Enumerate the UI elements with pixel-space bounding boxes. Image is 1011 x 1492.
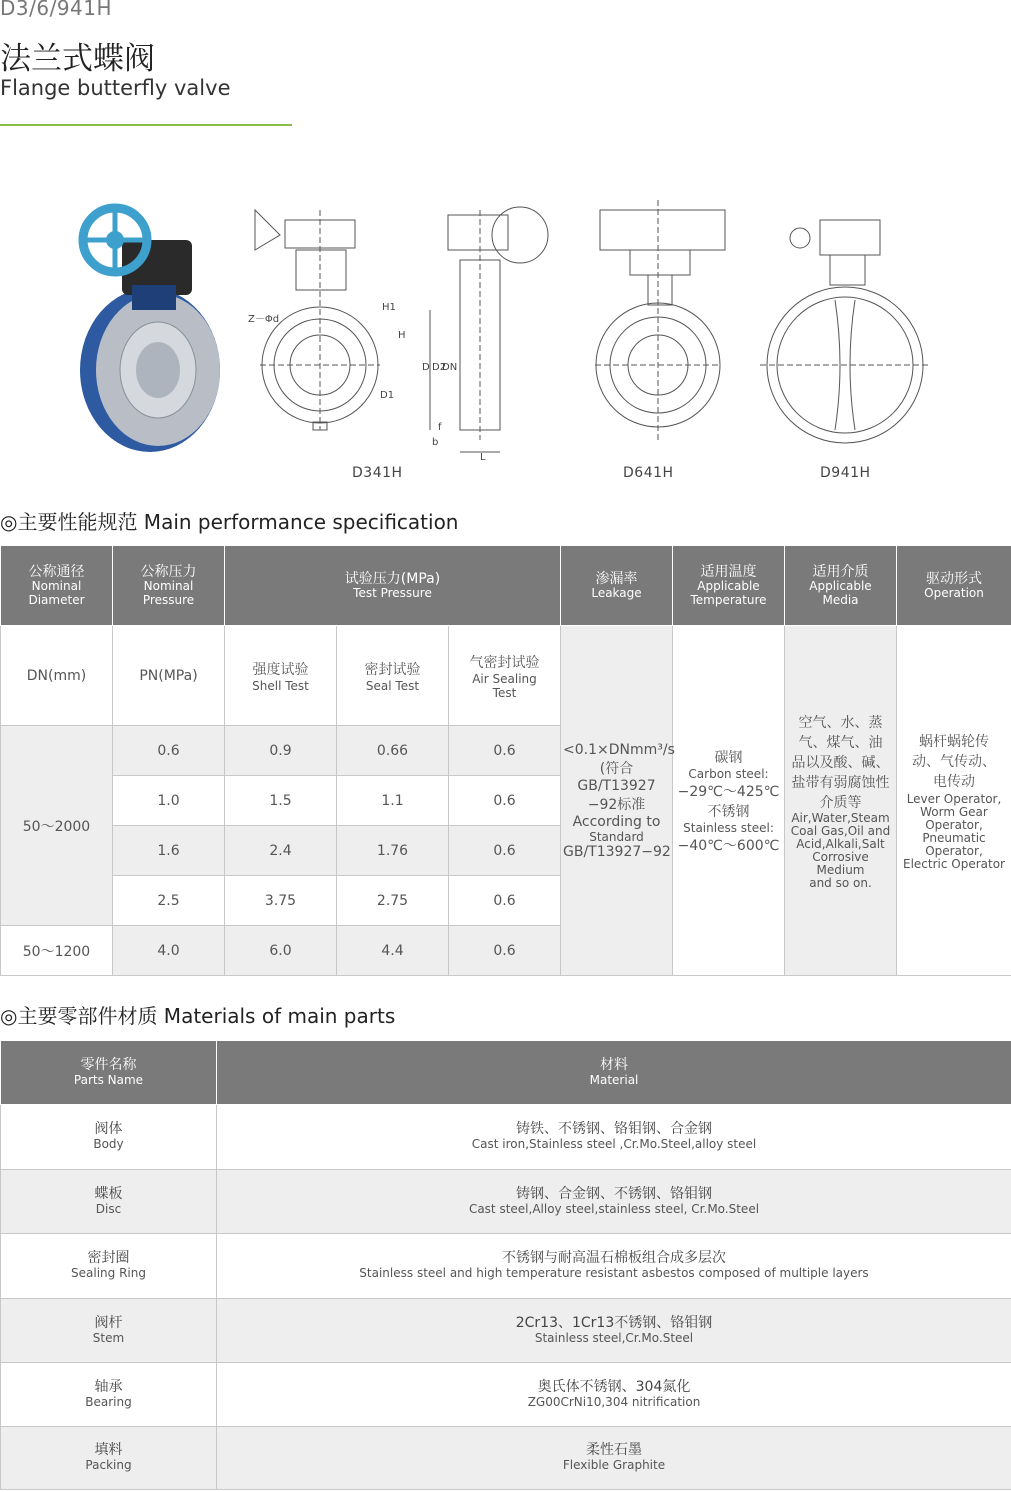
dn-range-1: 50～2000 [1,726,113,926]
dn-range-2: 50～1200 [1,926,113,976]
leakage-cell: <0.1×DNmm³/s (符合GB/T13927 −92标准 According to Standard GB/T13927−92 [561,626,673,976]
media-cell: 空气、水、蒸 气、煤气、油 品以及酸、碱、 盐带有弱腐蚀性 介质等 Air,Water,Steam Coal Gas,Oil and Acid,Alkali,Salt Corrosive Medium and so on. [785,626,897,976]
part-name: 蝶板 Disc [1,1170,217,1234]
part-name: 阀体 Body [1,1105,217,1170]
seal-test-header: 密封试验 Seal Test [337,626,449,726]
pn-unit: PN(MPa) [113,626,225,726]
header-parts-name: 零件名称 Parts Name [1,1041,217,1105]
part-material: 柔性石墨 Flexible Graphite [217,1427,1011,1490]
part-name: 阀杆 Stem [1,1299,217,1363]
spec-header-row [1,546,1011,626]
header-media: 适用介质 Applicable Media [785,546,897,626]
seal-value: 4.4 [337,926,449,976]
dimension-label: D [422,362,430,373]
air-value: 0.6 [449,776,561,826]
page-title-en: Flange butterfly valve [0,76,231,100]
spec-subheader-row [1,626,1011,726]
shell-value: 0.9 [225,726,337,776]
page-title-cn: 法兰式蝶阀 [0,41,155,77]
drawing-d341h-side [430,207,548,452]
table-row [1,1427,1011,1490]
performance-spec-table [0,545,1011,976]
materials-header-row [1,1041,1011,1105]
part-material: 铸钢、合金钢、不锈钢、铬钼钢 Cast steel,Alloy steel,stainless steel, Cr.Mo.Steel [217,1170,1011,1234]
figure-label-d941h: D941H [820,465,871,481]
air-value: 0.6 [449,826,561,876]
table-row [1,1234,1011,1299]
shell-value: 3.75 [225,876,337,926]
figure-label-d641h: D641H [623,465,674,481]
valve-drawings [70,190,1000,490]
seal-value: 2.75 [337,876,449,926]
header-operation: 驱动形式 Operation [897,546,1011,626]
drawing-d941h [760,220,930,443]
pn-value: 1.6 [113,826,225,876]
dimension-label: H1 [382,302,396,313]
seal-value: 1.76 [337,826,449,876]
pn-value: 4.0 [113,926,225,976]
header-nominal-pressure: 公称压力 Nominal Pressure [113,546,225,626]
materials-table [0,1040,1011,1490]
header-nominal-diameter: 公称通径 Nominal Diameter [1,546,113,626]
title-divider [0,124,292,126]
dimension-label: b [432,437,439,448]
table-row [1,1105,1011,1170]
spec-section-title: ◎主要性能规范 Main performance specification [0,510,459,534]
part-material: 2Cr13、1Cr13不锈钢、铬钼钢 Stainless steel,Cr.Mo.Steel [217,1299,1011,1363]
part-name: 填料 Packing [1,1427,217,1490]
temperature-cell: 碳钢 Carbon steel: −29℃～425℃ 不锈钢 Stainless steel: −40℃～600℃ [673,626,785,976]
header-material: 材料 Material [217,1041,1011,1105]
header-test-pressure: 试验压力(MPa) Test Pressure [225,546,561,626]
header-temperature: 适用温度 Applicable Temperature [673,546,785,626]
pn-value: 1.0 [113,776,225,826]
part-name: 密封圈 Sealing Ring [1,1234,217,1299]
table-row [1,1299,1011,1363]
shell-value: 1.5 [225,776,337,826]
dimension-label: D1 [380,390,395,401]
part-material: 不锈钢与耐高温石棉板组合成多层次 Stainless steel and high temperature resistant asbestos composed of multiple layers [217,1234,1011,1299]
header-leakage: 渗漏率 Leakage [561,546,673,626]
dimension-label: L [480,452,486,463]
pn-value: 2.5 [113,876,225,926]
part-name: 轴承 Bearing [1,1363,217,1427]
materials-section-title: ◎主要零部件材质 Materials of main parts [0,1004,396,1028]
air-value: 0.6 [449,876,561,926]
operation-cell: 蜗杆蜗轮传 动、气传动、 电传动 Lever Operator, Worm Gear Operator, Pneumatic Operator, Electric Operator [897,626,1011,976]
table-row [1,1363,1011,1427]
seal-value: 1.1 [337,776,449,826]
shell-value: 2.4 [225,826,337,876]
shell-value: 6.0 [225,926,337,976]
drawing-d641h [595,200,725,440]
air-value: 0.6 [449,726,561,776]
dimension-label: Z－Φd [248,314,280,325]
part-material: 奥氏体不锈钢、304氮化 ZG00CrNi10,304 nitrification [217,1363,1011,1427]
table-row [1,1170,1011,1234]
valve-photo [80,208,220,452]
model-number: D3/6/941H [0,0,113,20]
product-figures [70,190,1000,490]
air-value: 0.6 [449,926,561,976]
dimension-label: f [438,422,442,433]
dimension-label: DN [442,362,458,373]
pn-value: 0.6 [113,726,225,776]
dimension-label: H [398,330,406,341]
air-test-header: 气密封试验 Air Sealing Test [449,626,561,726]
dimension-label: D2 [432,362,447,373]
dn-unit: DN(mm) [1,626,113,726]
part-material: 铸铁、不锈钢、铬钼钢、合金钢 Cast iron,Stainless steel ,Cr.Mo.Steel,alloy steel [217,1105,1011,1170]
figure-label-d341h: D341H [352,465,403,481]
seal-value: 0.66 [337,726,449,776]
shell-test-header: 强度试验 Shell Test [225,626,337,726]
